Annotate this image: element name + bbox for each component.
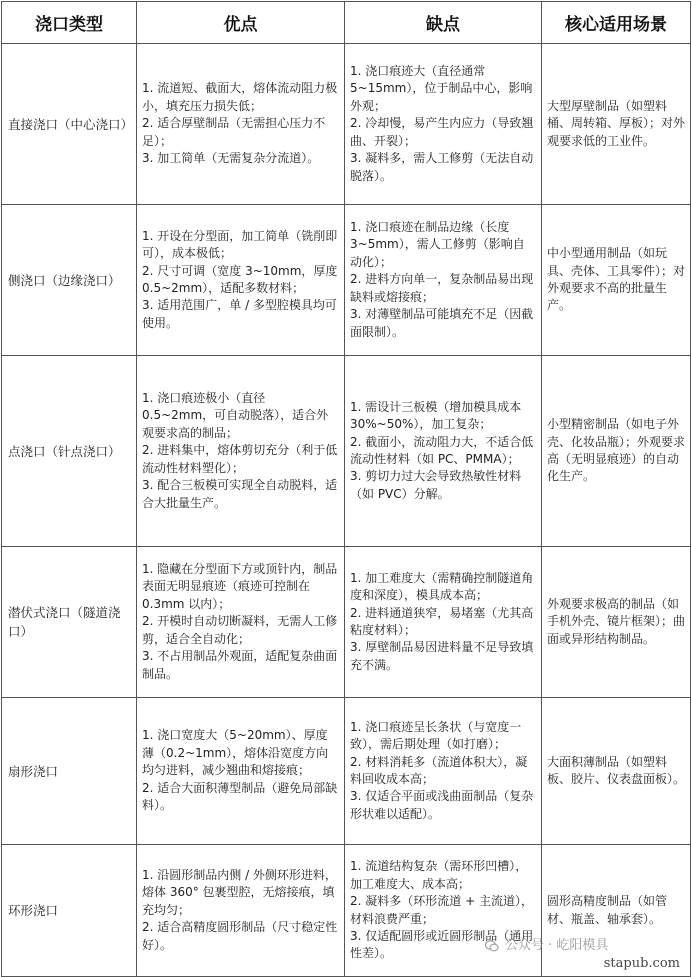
gate-type-cell: 潜伏式浇口（隧道浇口）: [2, 547, 137, 698]
gate-type-cell: 侧浇口（边缘浇口）: [2, 205, 137, 356]
pros-line: 3. 配合三板模可实现全自动脱料，适合大批量生产。: [142, 478, 338, 510]
pros-line: 1. 沿圆形制品内侧 / 外侧环形进料，熔体 360° 包裹型腔，无熔接痕，填充均匀；: [142, 867, 337, 917]
table-row: [2, 698, 691, 845]
cons-line: 2. 进料方向单一，复杂制品易出现缺料或熔接痕；: [350, 272, 534, 304]
pros-line: 2. 适合厚壁制品（无需担心压力不足）；: [142, 116, 326, 148]
cons-line: 1. 浇口痕迹呈长条状（与宽度一致），需后期处理（如打磨）；: [350, 719, 522, 752]
gate-type-cell: 扇形浇口: [2, 698, 137, 845]
pros-cell: [137, 698, 345, 845]
cons-line: 1. 需设计三板模（增加模具成本 30%~50%），加工复杂；: [350, 399, 522, 432]
pros-line: 1. 开设在分型面，加工简单（铣削即可），成本极低；: [142, 228, 338, 261]
header-scene: 核心适用场景: [542, 2, 691, 44]
cons-cell: [345, 698, 542, 845]
cons-line: 3. 剪切力过大会导致热敏性材料（如 PVC）分解。: [350, 469, 522, 501]
pros-line: 1. 浇口痕迹极小（直径 0.5~2mm，可自动脱落），适合外观要求高的制品；: [142, 391, 329, 440]
cons-line: 2. 材料消耗多（流道体积大），凝料回收成本高；: [350, 754, 528, 786]
cons-cell: [345, 44, 542, 205]
cons-line: 3. 对薄壁制品可能填充不足（因截面限制）。: [350, 307, 534, 339]
cons-line: 2. 冷却慢，易产生内应力（导致翘曲、开裂）；: [350, 116, 534, 148]
wechat-icon: [485, 939, 499, 953]
header-row: [2, 2, 691, 44]
site-watermark: stapub.com: [603, 956, 680, 971]
pros-line: 3. 不占用制品外观面，适配复杂曲面制品。: [142, 649, 338, 681]
pros-cell: [137, 356, 345, 547]
cons-line: 2. 进料通道狭窄，易堵塞（尤其高粘度材料）；: [350, 605, 534, 637]
pros-line: 2. 开模时自动切断凝料，无需人工修剪，适合全自动化；: [142, 614, 338, 646]
header-pros: 优点: [137, 2, 345, 44]
gate-comparison-table: [1, 1, 691, 977]
pros-line: 1. 流道短、截面大，熔体流动阻力极小，填充压力损失低；: [142, 81, 338, 113]
scene-cell: 大面积薄制品（如塑料板、胶片、仪表盘面板）。: [542, 698, 691, 845]
watermark: [485, 934, 608, 953]
table-row: [2, 205, 691, 356]
cons-line: 1. 流道结构复杂（需环形凹槽），加工难度大、成本高；: [350, 859, 528, 891]
scene-cell: 大型厚壁制品（如塑料桶、周转箱、厚板）；对外观要求低的工业件。: [542, 44, 691, 205]
cons-cell: [345, 205, 542, 356]
gate-type-cell: 点浇口（针点浇口）: [2, 356, 137, 547]
header-cons: 缺点: [345, 2, 542, 44]
gate-type-cell: 直接浇口（中心浇口）: [2, 44, 137, 205]
watermark-text: 公众号 · 屹阳模具: [505, 938, 609, 953]
cons-line: 1. 浇口痕迹在制品边缘（长度 3~5mm），需人工修剪（影响自动化）；: [350, 220, 525, 269]
scene-cell: 中小型通用制品（如玩具、壳体、工具零件）；对外观要求不高的批量生产。: [542, 205, 691, 356]
cons-line: 3. 仅适合平面或浅曲面制品（复杂形状难以适配）。: [350, 789, 534, 821]
pros-cell: [137, 44, 345, 205]
cons-line: 1. 加工难度大（需精确控制隧道角度和深度），模具成本高；: [350, 570, 534, 603]
pros-cell: [137, 205, 345, 356]
cons-line: 3. 厚壁制品易因进料量不足导致填充不满。: [350, 640, 534, 672]
pros-line: 1. 浇口宽度大（5~20mm）、厚度薄（0.2~1mm），熔体沿宽度方向均匀进料，减少翘曲和熔接痕；: [142, 728, 329, 778]
table-row: [2, 845, 691, 977]
scene-cell: 外观要求极高的制品（如手机外壳、镜片框架）；曲面或异形结构制品。: [542, 547, 691, 698]
gate-type-cell: 环形浇口: [2, 845, 137, 977]
pros-line: 3. 加工简单（无需复杂分流道）。: [142, 151, 320, 166]
pros-line: 3. 适用范围广，单 / 多型腔模具均可使用。: [142, 298, 337, 330]
scene-cell: 小型精密制品（如电子外壳、化妆品瓶）；外观要求高（无明显痕迹）的自动化生产。: [542, 356, 691, 547]
table-row: [2, 547, 691, 698]
pros-line: 2. 适合高精度圆形制品（尺寸稳定性好）。: [142, 920, 338, 952]
pros-cell: [137, 845, 345, 977]
cons-line: 1. 浇口痕迹大（直径通常 5~15mm），位于制品中心，影响外观；: [350, 64, 533, 113]
cons-line: 2. 凝料多（环形流道 + 主流道），材料浪费严重；: [350, 894, 533, 926]
cons-cell: [345, 547, 542, 698]
cons-cell: [345, 845, 542, 977]
cons-cell: [345, 356, 542, 547]
cons-line: 3. 凝料多，需人工修剪（无法自动脱落）。: [350, 151, 534, 183]
pros-line: 2. 适合大面积薄型制品（避免局部缺料）。: [142, 780, 338, 813]
pros-line: 2. 进料集中，熔体剪切充分（利于低流动性材料塑化）；: [142, 443, 338, 475]
table-row: [2, 44, 691, 205]
pros-line: 2. 尺寸可调（宽度 3~10mm，厚度 0.5~2mm），适配多数材料；: [142, 263, 338, 295]
scene-cell: 圆形高精度制品（如管材、瓶盖、轴承套）。: [542, 845, 691, 977]
pros-line: 1. 隐藏在分型面下方或顶针内，制品表面无明显痕迹（痕迹可控制在 0.3mm 以内）；: [142, 562, 338, 611]
pros-cell: [137, 547, 345, 698]
cons-line: 2. 截面小，流动阻力大，不适合低流动性材料（如 PC、PMMA）；: [350, 434, 534, 466]
header-gate-type: 浇口类型: [2, 2, 137, 44]
cons-line: 3. 仅适配圆形或近圆形制品（通用性差）。: [350, 928, 534, 961]
table-row: [2, 356, 691, 547]
